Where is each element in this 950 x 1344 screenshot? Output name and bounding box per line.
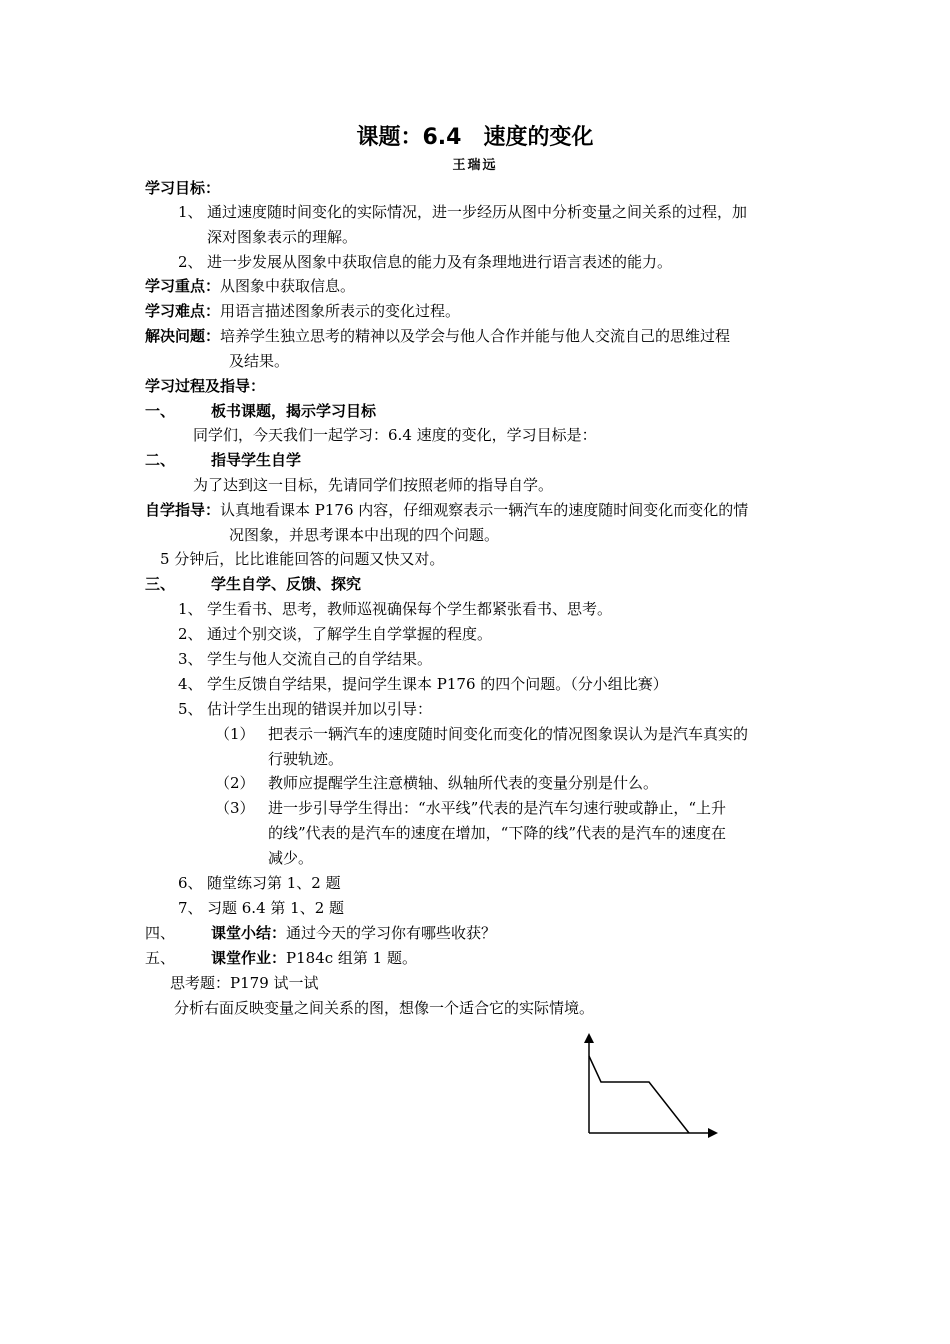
sub-1-line1: 把表示一辆汽车的速度随时间变化而变化的情况图象误认为是汽车真实的 <box>268 725 749 743</box>
sec3-num: 三、 <box>145 575 176 593</box>
objective-1-line2: 深对图象表示的理解。 <box>207 228 358 246</box>
solve-row <box>145 324 730 349</box>
step-1-num: 1、 <box>178 600 203 618</box>
focus-row <box>145 274 355 299</box>
sec4-row <box>211 921 496 946</box>
step-4-text: 学生反馈自学结果，提问学生课本 P176 的四个问题。（分小组比赛） <box>207 675 668 693</box>
sec2-heading: 指导学生自学 <box>211 451 302 469</box>
step-7-num: 7、 <box>178 899 203 917</box>
objective-1-num: 1、 <box>178 203 203 221</box>
sec5-label: 课堂作业： <box>211 949 287 967</box>
step-2-text: 通过个别交谈，了解学生自学掌握的程度。 <box>207 625 493 643</box>
objective-2-num: 2、 <box>178 253 203 271</box>
think-description: 分析右面反映变量之间关系的图，想像一个适合它的实际情境。 <box>174 999 595 1017</box>
think-label: 思考题： <box>170 974 231 992</box>
step-7-text: 习题 6.4 第 1、2 题 <box>207 899 345 917</box>
author-name: 王瑞远 <box>452 158 498 173</box>
sec1-heading: 板书课题，揭示学习目标 <box>211 402 377 420</box>
y-axis-arrow-icon <box>584 1033 594 1043</box>
objectives-heading: 学习目标： <box>145 179 221 197</box>
sub-3-line2: 的线”代表的是汽车的速度在增加，“下降的线”代表的是汽车的速度在 <box>268 824 727 842</box>
sub-1-num: （1） <box>215 725 255 743</box>
step-6-num: 6、 <box>178 874 203 892</box>
sec4-text: 通过今天的学习你有哪些收获？ <box>286 924 497 942</box>
page-title: 课题：6.4 速度的变化 <box>356 125 594 150</box>
x-axis-arrow-icon <box>708 1128 718 1138</box>
difficulty-label: 学习难点： <box>145 302 221 320</box>
graph-line <box>589 1056 689 1133</box>
step-4-num: 4、 <box>178 675 203 693</box>
objective-1-line1: 通过速度随时间变化的实际情况，进一步经历从图中分析变量之间关系的过程，加 <box>207 203 748 221</box>
sub-3-line1: 进一步引导学生得出：“水平线”代表的是汽车匀速行驶或静止，“上升 <box>268 799 727 817</box>
difficulty-row <box>145 299 460 324</box>
sub-3-line3: 减少。 <box>268 849 314 867</box>
step-1-text: 学生看书、思考，教师巡视确保每个学生都紧张看书、思考。 <box>207 600 613 618</box>
variable-relation-graph <box>575 1030 725 1150</box>
sub-2-line1: 教师应提醒学生注意横轴、纵轴所代表的变量分别是什么。 <box>268 774 659 792</box>
sec2-text: 为了达到这一目标，先请同学们按照老师的指导自学。 <box>193 476 554 494</box>
guide-label: 自学指导： <box>145 501 221 519</box>
think-text: P179 试一试 <box>230 974 319 992</box>
step-5-text: 估计学生出现的错误并加以引导： <box>207 700 433 718</box>
sec1-text: 同学们，今天我们一起学习：6.4 速度的变化，学习目标是： <box>193 426 597 444</box>
step-3-num: 3、 <box>178 650 203 668</box>
sub-1-line2: 行驶轨迹。 <box>268 750 344 768</box>
step-3-text: 学生与他人交流自己的自学结果。 <box>207 650 433 668</box>
sub-3-num: （3） <box>215 799 255 817</box>
sec1-num: 一、 <box>145 402 176 420</box>
solve-line1: 培养学生独立思考的精神以及学会与他人合作并能与他人交流自己的思维过程 <box>220 327 731 345</box>
objective-2-line1: 进一步发展从图象中获取信息的能力及有条理地进行语言表述的能力。 <box>207 253 673 271</box>
solve-line2: 及结果。 <box>229 352 290 370</box>
guide-row <box>145 498 748 523</box>
sec5-text: P184c 组第 1 题。 <box>286 949 417 967</box>
sec5-num: 五、 <box>145 949 176 967</box>
solve-label: 解决问题： <box>145 327 221 345</box>
sec4-num: 四、 <box>145 924 176 942</box>
sec5-row <box>211 946 417 971</box>
step-2-num: 2、 <box>178 625 203 643</box>
process-heading: 学习过程及指导： <box>145 377 266 395</box>
guide-line2: 况图象，并思考课本中出现的四个问题。 <box>229 526 500 544</box>
sec3-heading: 学生自学、反馈、探究 <box>211 575 362 593</box>
step-6-text: 随堂练习第 1、2 题 <box>207 874 341 892</box>
guide-line3: 5 分钟后，比比谁能回答的问题又快又对。 <box>160 550 445 568</box>
focus-label: 学习重点： <box>145 277 221 295</box>
step-5-num: 5、 <box>178 700 203 718</box>
think-row <box>170 971 319 996</box>
sec4-label: 课堂小结： <box>211 924 287 942</box>
guide-line1: 认真地看课本 P176 内容，仔细观察表示一辆汽车的速度随时间变化而变化的情 <box>220 501 749 519</box>
focus-text: 从图象中获取信息。 <box>220 277 356 295</box>
sec2-num: 二、 <box>145 451 176 469</box>
sub-2-num: （2） <box>215 774 255 792</box>
difficulty-text: 用语言描述图象所表示的变化过程。 <box>220 302 461 320</box>
